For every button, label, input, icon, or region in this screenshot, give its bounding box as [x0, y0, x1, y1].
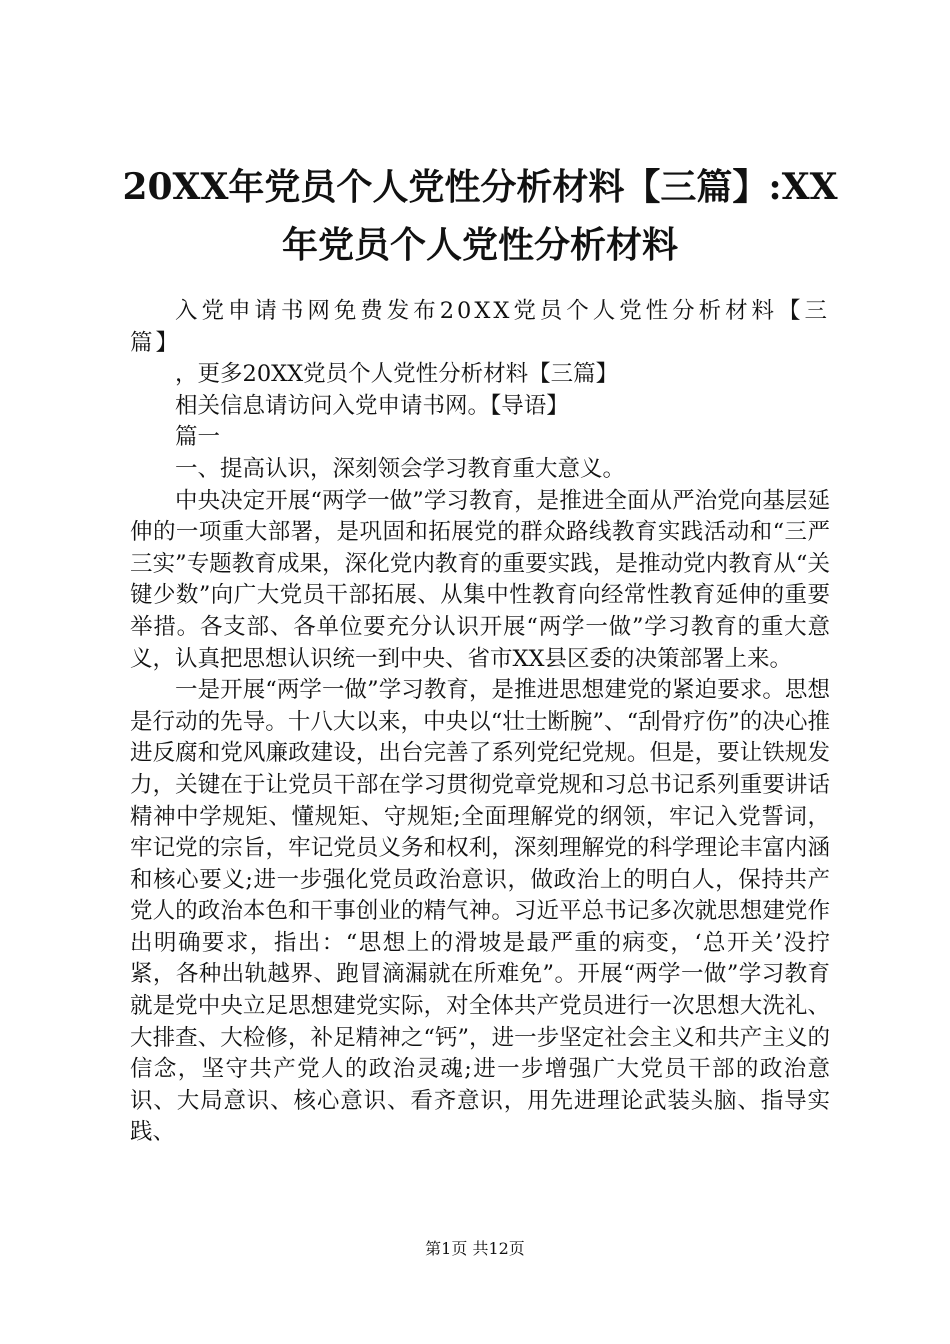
paragraph-intro: 入党申请书网免费发布20XX党员个人党性分析材料【三篇】: [130, 298, 830, 356]
document-title: 20XX年党员个人党性分析材料【三篇】:XX年党员个人党性分析材料: [122, 166, 838, 266]
paragraph-visit-site: 相关信息请访问入党申请书网。【导语】: [175, 392, 569, 419]
paragraph-ideological-party-building: 一是开展“两学一做”学习教育，是推进思想建党的紧迫要求。思想是行动的先导。十八大以来，中央以“壮士断腕”、“刮骨疗伤”的决心推进反腐和党风廉政建设，出台完善了系列党纪党规。但是，要让铁规发力，关键在于让党员干部在学习贯彻党章党规和习总书记系列重要讲话精神中学规矩、懂规矩、守规矩;全面理解党的纲领，牢记入党誓词，牢记党的宗旨，牢记党员义务和权利，深刻理解党的科学理论丰富内涵和核心要义;进一步强化党员政治意识，做政治上的明白人，保持共产党人的政治本色和干事创业的精气神。习近平总书记多次就思想建党作出明确要求，指出：“思想上的滑坡是最严重的病变，‘总开关’没拧紧，各种出轨越界、跑冒滴漏就在所难免”。开展“两学一做”学习教育就是党中央立足思想建党实际，对全体共产党员进行一次思想大洗礼、大排查、大检修，补足精神之“钙”，进一步坚定社会主义和共产主义的信念，坚守共产党人的政治灵魂;进一步增强广大党员干部的政治意识、大局意识、核心意识、看齐意识，用先进理论武装头脑、指导实践、: [130, 677, 830, 1146]
page-number-footer: 第1页 共12页: [425, 1239, 525, 1258]
paragraph-central-decision: 中央决定开展“两学一做”学习教育，是推进全面从严治党向基层延伸的一项重大部署，是巩固和拓展党的群众路线教育实践活动和“三严三实”专题教育成果，深化党内教育的重要实践，是推动党内教育从“关键少数”向广大党员干部拓展、从集中性教育向经常性教育延伸的重要举措。各支部、各单位要充分认识开展“两学一做”学习教育的重大意义，认真把思想认识统一到中央、省市XX县区委的决策部署上来。: [130, 487, 830, 672]
paragraph-more-info: ，更多20XX党员个人党性分析材料【三篇】: [175, 361, 619, 388]
document-body: [130, 296, 830, 1149]
section-heading-part-one: 篇一: [175, 424, 221, 451]
section-heading-raise-awareness: 一、提高认识，深刻领会学习教育重大意义。: [175, 455, 626, 482]
